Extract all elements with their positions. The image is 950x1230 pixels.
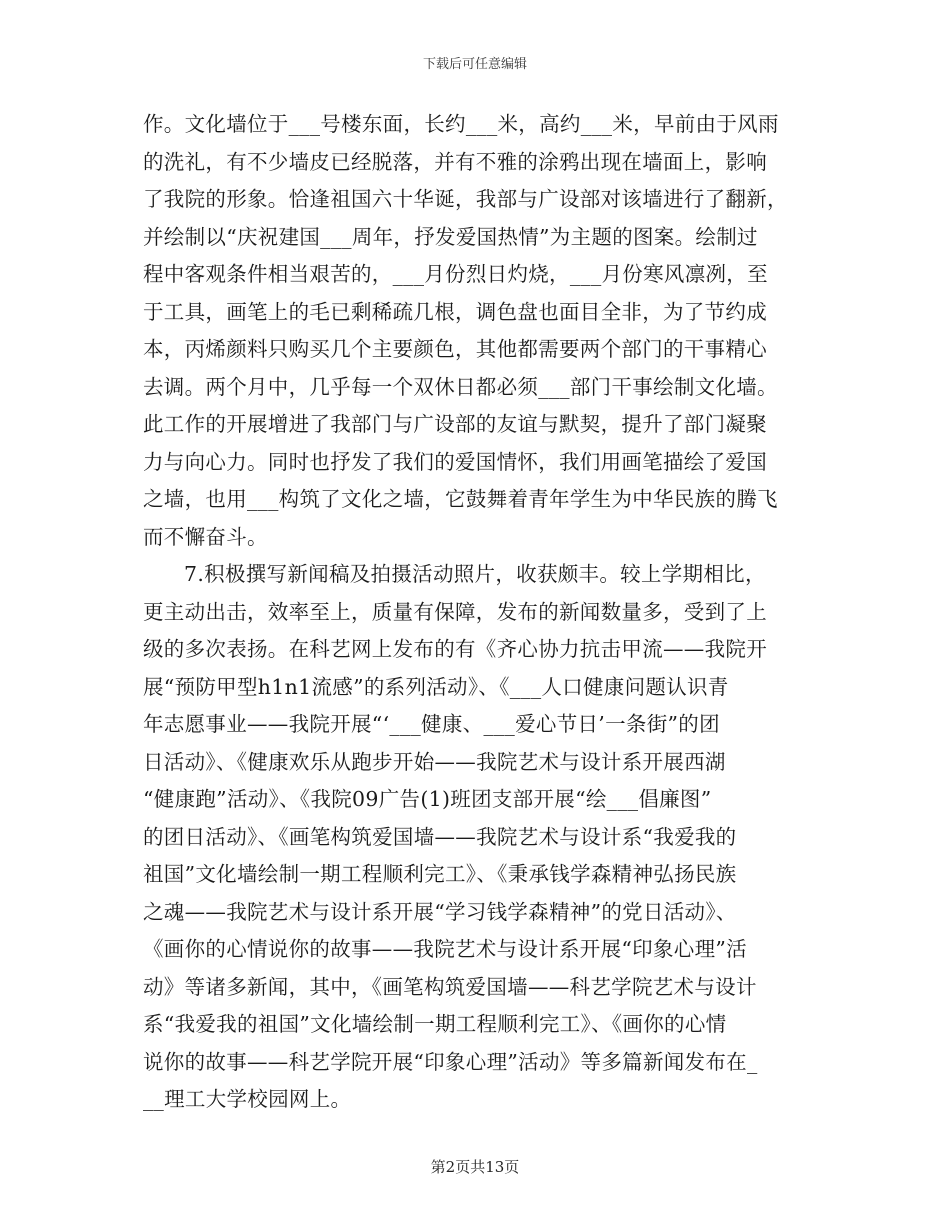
paragraph-start-line: 7.积极撰写新闻稿及拍摄活动照片，收获颇丰。较上学期相比， (184, 562, 766, 586)
body-line: 力与向心力。同时也抒发了我们的爱国情怀，我们用画笔描绘了爱国 (143, 449, 767, 474)
body-line: 去调。两个月中，几乎每一个双休日都必须___部门干事绘制文化墙。 (143, 374, 778, 399)
body-line: 本，丙烯颜料只购买几个主要颜色，其他都需要两个部门的干事精心 (143, 337, 767, 361)
body-line: 动》等诸多新闻，其中，《画笔构筑爱国墙——科艺学院艺术与设计 (143, 974, 757, 999)
body-line: 更主动出击，效率至上，质量有保障，发布的新闻数量多，受到了上 (143, 599, 767, 624)
body-line: 年志愿事业——我院开展“‘___健康、___爱心节日’一条街”的团 (143, 712, 720, 736)
body-line: 并绘制以“庆祝建国___周年，抒发爱国热情”为主题的图案。绘制过 (143, 224, 758, 249)
body-line: “健康跑”活动》、《我院09广告(1)班团支部开展“绘___倡廉图” (143, 787, 712, 811)
body-line: 日活动》、《健康欢乐从跑步开始——我院艺术与设计系开展西湖 (143, 749, 726, 774)
body-line: 展“预防甲型h1n1流感”的系列活动》、《___人口健康问题认识青 (143, 674, 729, 699)
body-line: 的洗礼，有不少墙皮已经脱落，并有不雅的涂鸦出现在墙面上，影响 (143, 149, 767, 174)
body-line: 之墙，也用___构筑了文化之墙，它鼓舞着青年学生为中华民族的腾飞 (143, 487, 778, 511)
page-header-note: 下载后可任意编辑 (422, 57, 527, 72)
body-line: 此工作的开展增进了我部门与广设部的友谊与默契，提升了部门凝聚 (143, 412, 767, 436)
body-line: 祖国”文化墙绘制一期工程顺利完工》、《秉承钱学森精神弘扬民族 (143, 862, 737, 886)
body-line: 系“我爱我的祖国”文化墙绘制一期工程顺利完工》、《画你的心情 (143, 1012, 727, 1036)
body-line: 了我院的形象。恰逢祖国六十华诞，我部与广设部对该墙进行了翻新， (143, 187, 788, 211)
body-line: 而不懈奋斗。 (143, 524, 268, 549)
body-line: 级的多次表扬。在科艺网上发布的有《齐心协力抗击甲流——我院开 (143, 637, 767, 661)
body-line: 之魂——我院艺术与设计系开展“学习钱学森精神”的党日活动》、 (143, 899, 737, 924)
body-line: __理工大学校园网上。 (143, 1087, 352, 1111)
body-line: 作。文化墙位于___号楼东面，长约___米，高约___米，早前由于风雨 (143, 112, 779, 136)
body-line: 说你的故事——科艺学院开展“印象心理”活动》等多篇新闻发布在_ (143, 1049, 758, 1074)
body-line: 的团日活动》、《画笔构筑爱国墙——我院艺术与设计系“我爱我的 (143, 824, 737, 849)
body-line: 《画你的心情说你的故事——我院艺术与设计系开展“印象心理”活 (143, 937, 747, 961)
body-line: 于工具，画笔上的毛已剩稀疏几根，调色盘也面目全非，为了节约成 (143, 299, 767, 324)
document-body (143, 106, 811, 1119)
page-number-footer: 第2页共13页 (430, 1158, 520, 1176)
body-line: 程中客观条件相当艰苦的，___月份烈日灼烧，___月份寒风凛冽，至 (143, 262, 768, 286)
